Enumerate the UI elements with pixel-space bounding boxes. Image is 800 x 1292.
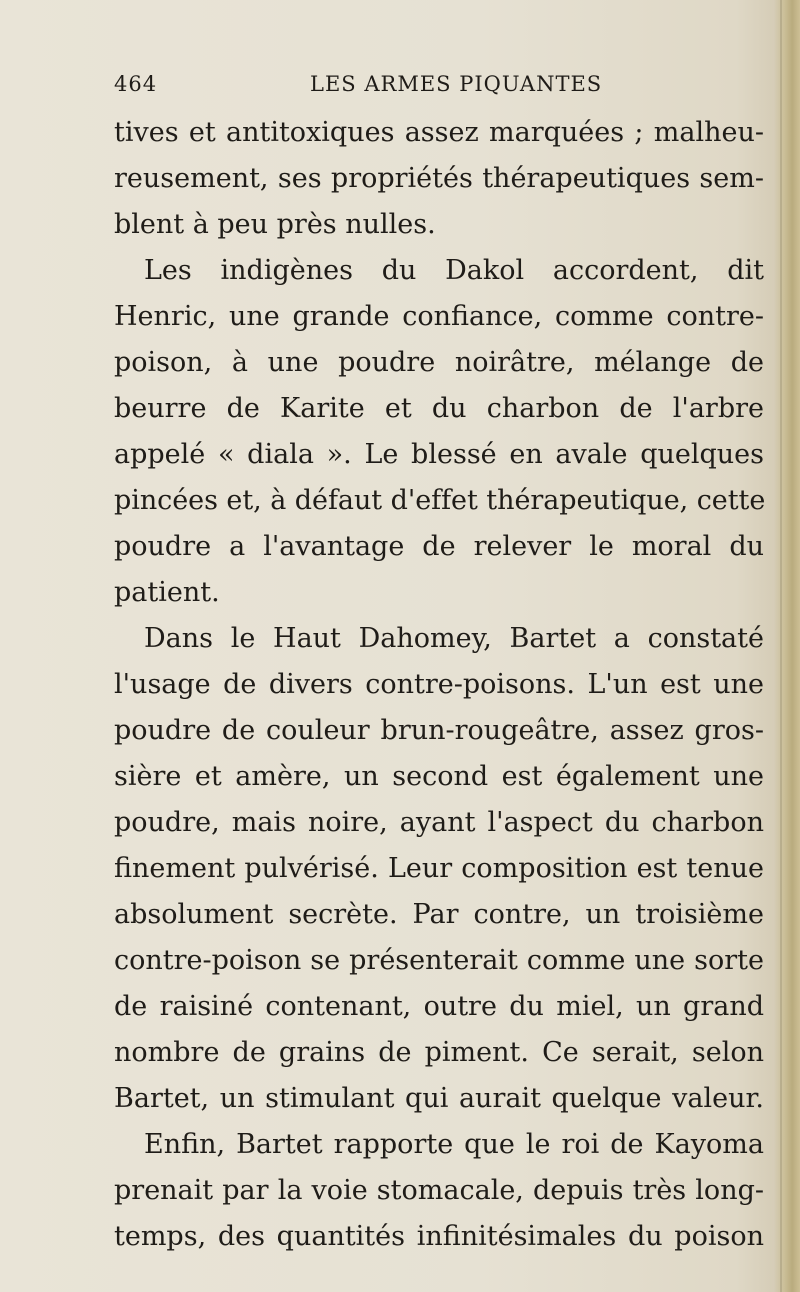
text-line: reusement, ses propriétés thérapeutiques sem- [114, 163, 764, 194]
text-line: l'usage de divers contre-poisons. L'un est une [114, 669, 764, 700]
body-text [114, 110, 764, 1260]
text-line: tives et antitoxiques assez marquées ; malheu- [114, 117, 764, 148]
page-number: 464 [114, 72, 158, 96]
text-line: temps, des quantités infinitésimales du poison [114, 1221, 764, 1252]
text-line: Henric, une grande confiance, comme contre- [114, 301, 764, 332]
text-line: Dans le Haut Dahomey, Bartet a constaté [144, 623, 764, 654]
text-line: poison, à une poudre noirâtre, mélange de [114, 347, 764, 378]
text-line: contre-poison se présenterait comme une sorte [114, 945, 764, 976]
text-line: Bartet, un stimulant qui aurait quelque valeur. [114, 1083, 764, 1114]
text-line: Les indigènes du Dakol accordent, dit [144, 255, 764, 286]
text-line: poudre, mais noire, ayant l'aspect du charbon [114, 807, 764, 838]
running-title: LES ARMES PIQUANTES [310, 72, 603, 96]
text-line: beurre de Karite et du charbon de l'arbre [114, 393, 764, 424]
page-edge-shadow [780, 0, 782, 1292]
text-line: patient. [114, 577, 220, 608]
text-line: nombre de grains de piment. Ce serait, selon [114, 1037, 764, 1068]
text-line: blent à peu près nulles. [114, 209, 436, 240]
text-line: de raisiné contenant, outre du miel, un grand [114, 991, 764, 1022]
text-line: absolument secrète. Par contre, un troisième [114, 899, 764, 930]
text-line: pincées et, à défaut d'effet thérapeutique, cette [114, 485, 766, 516]
text-line: sière et amère, un second est également une [114, 761, 764, 792]
text-line: poudre de couleur brun-rougeâtre, assez gros- [114, 715, 764, 746]
text-line: appelé « diala ». Le blessé en avale quelques [114, 439, 764, 470]
text-line: finement pulvérisé. Leur composition est tenue [114, 853, 764, 884]
page-edge [774, 0, 800, 1292]
running-header [114, 72, 764, 112]
text-line: prenait par la voie stomacale, depuis très long- [114, 1175, 764, 1206]
text-line: Enfin, Bartet rapporte que le roi de Kayoma [144, 1129, 764, 1160]
text-line: poudre a l'avantage de relever le moral du [114, 531, 764, 562]
